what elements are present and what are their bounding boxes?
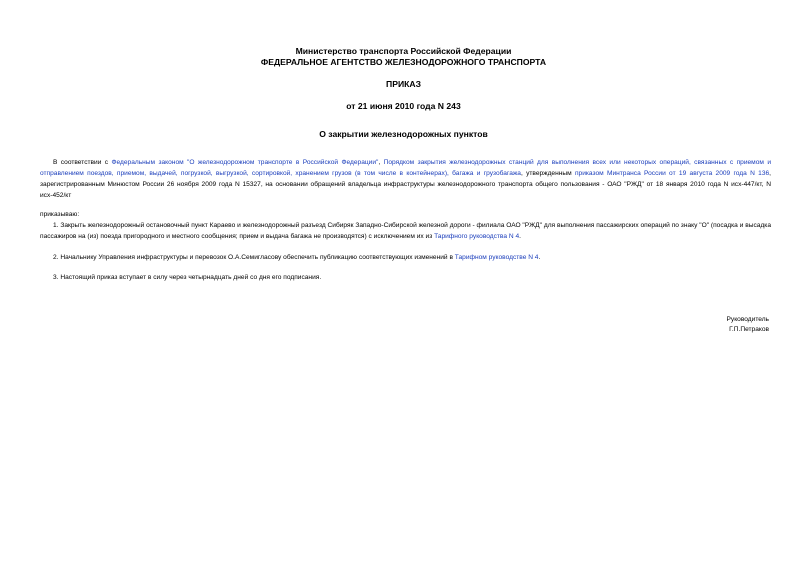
preamble-paragraph [40, 157, 771, 201]
preamble-text-3: , утвержденным [520, 170, 575, 177]
federal-law-link[interactable]: Федеральным законом "О железнодорожном транспорте в Российской Федерации" [111, 159, 379, 166]
tariff-guide-link-1[interactable]: Тарифного руководства N 4 [434, 233, 520, 240]
closing-procedure-link[interactable]: Порядком закрытия железнодорожных станций для выполнения всех или некоторых операций, связанных с приемом и отправлением поездов, приемом, выдачей, погрузкой, выгрузкой, сортировкой, хранением грузов (в том числе в контейнерах), багажа и грузобагажа [40, 159, 771, 177]
item-2-paragraph [40, 252, 771, 263]
mintrans-order-link[interactable]: приказом Минтранса России от 19 августа 2009 года N 136 [574, 170, 770, 177]
agency-heading: ФЕДЕРАЛЬНОЕ АГЕНТСТВО ЖЕЛЕЗНОДОРОЖНОГО ТРАНСПОРТА [260, 57, 547, 67]
signature-name: Г.П.Петраков [729, 326, 769, 333]
item-1-text: 1. Закрыть железнодорожный остановочный пункт Караево и железнодорожный разъезд Сибиряк Западно-Сибирской железной дороги - филиала ОАО "РЖД" для выполнения пассажирских операций по знаку "О" (посадка и высадка пассажиров на (из) поезда пригородного и местного сообщения; прием и выдача багажа не производятся) с исключением их из [40, 222, 771, 240]
document-title: О закрытии железнодорожных пунктов [319, 129, 488, 139]
item-1-paragraph [40, 220, 771, 242]
date-number-heading: от 21 июня 2010 года N 243 [346, 101, 461, 111]
signature-position: Руководитель [726, 316, 769, 323]
preamble-text-4: , зарегистрированным Минюстом России 26 ноября 2009 года N 15327, на основании обращений владельца инфраструктуры железнодорожного транспорта общего пользования - ОАО "РЖД" от 18 января 2010 года N исх-447/кт, N исх-452/кт [40, 170, 771, 199]
tariff-guide-link-2[interactable]: Тарифном руководстве N 4 [454, 254, 539, 261]
preamble-text-1: В соответствии с [53, 159, 112, 166]
item-2-text: 2. Начальнику Управления инфраструктуры и перевозок О.А.Семигласову обеспечить публикацию соответствующих изменений в [53, 254, 455, 261]
item-2-end: . [538, 254, 541, 261]
ministry-heading: Министерство транспорта Российской Федерации [295, 46, 512, 56]
order-word: приказываю: [40, 211, 80, 218]
item-3-paragraph: 3. Настоящий приказ вступает в силу через четырнадцать дней со дня его подписания. [53, 274, 322, 281]
preamble-text-2: , [378, 159, 384, 166]
item-1-end: . [519, 233, 521, 240]
doc-type-heading: ПРИКАЗ [386, 79, 421, 89]
